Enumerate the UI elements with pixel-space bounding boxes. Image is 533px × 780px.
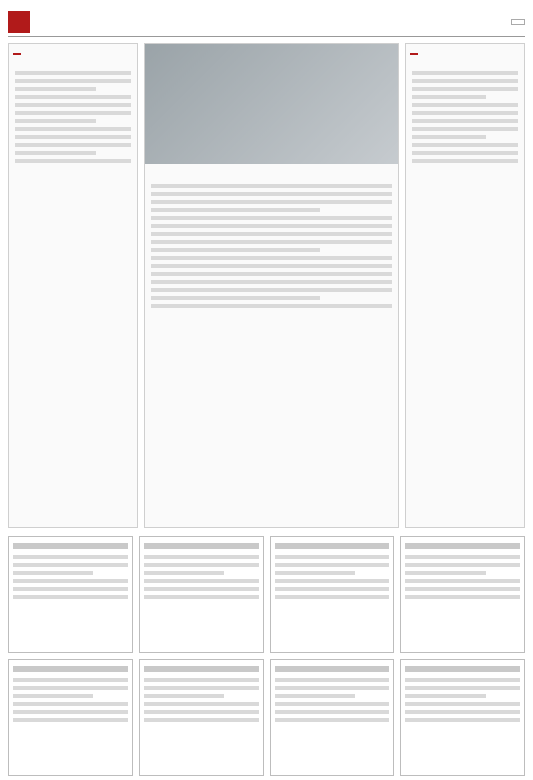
page-number xyxy=(8,11,30,33)
ad-title xyxy=(13,543,128,549)
ad-box xyxy=(139,536,264,653)
ad-box xyxy=(139,659,264,776)
right-column-tag xyxy=(410,53,418,55)
ad-box xyxy=(400,659,525,776)
left-column-text xyxy=(9,63,137,171)
ad-title xyxy=(144,543,259,549)
ad-box xyxy=(8,659,133,776)
left-column-tag xyxy=(13,53,21,55)
ad-box xyxy=(270,536,395,653)
classified-ads xyxy=(8,536,525,776)
lead-headline xyxy=(145,164,398,176)
ad-title xyxy=(13,666,128,672)
ad-title xyxy=(275,543,390,549)
ad-box xyxy=(270,659,395,776)
ad-title xyxy=(405,543,520,549)
right-column xyxy=(405,43,525,528)
ad-box xyxy=(400,536,525,653)
left-column xyxy=(8,43,138,528)
center-column xyxy=(144,43,399,528)
page-header xyxy=(8,8,525,37)
top-news-grid xyxy=(8,43,525,528)
section-name xyxy=(511,19,525,25)
ad-title xyxy=(275,666,390,672)
ad-title xyxy=(144,666,259,672)
lead-photo xyxy=(145,44,398,164)
right-column-text xyxy=(406,63,524,171)
ad-box xyxy=(8,536,133,653)
lead-story-text xyxy=(145,176,398,316)
ad-title xyxy=(405,666,520,672)
